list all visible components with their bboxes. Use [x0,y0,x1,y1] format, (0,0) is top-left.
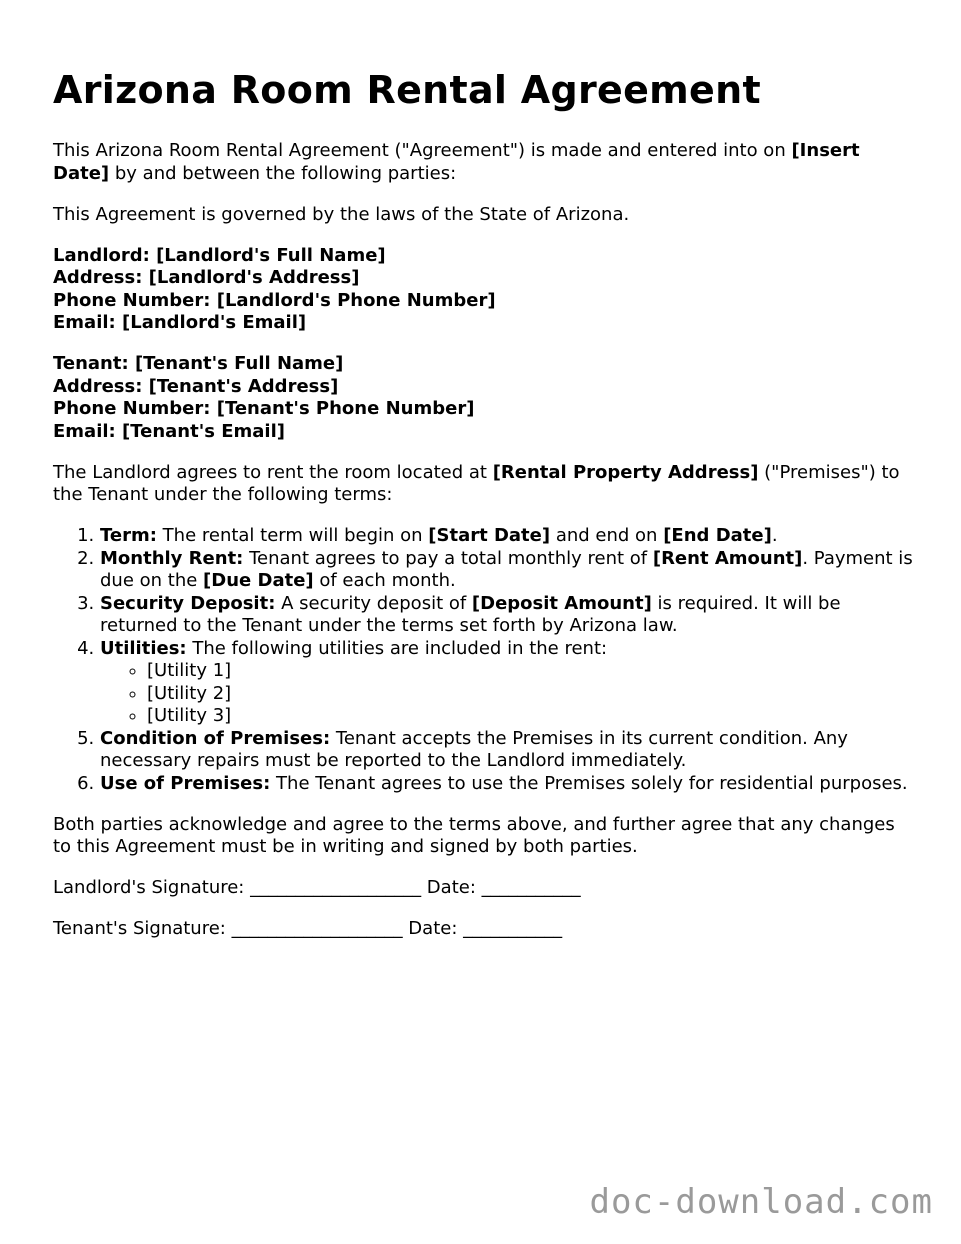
deposit-text-2: is required. It will be returned to the Tenant under the terms set forth by Arizona law. [100,592,841,636]
list-item [100,525,913,548]
rent-label: Monthly Rent: [100,547,244,569]
landlord-name: Landlord: [Landlord's Full Name] [53,244,386,266]
rent-text-3: of each month. [313,570,456,591]
landlord-block [53,245,913,335]
deposit-text: A security deposit of [275,592,472,614]
rent-text: Tenant agrees to pay a total monthly rent of [243,547,653,569]
page-title: Arizona Room Rental Agreement [53,68,761,112]
tenant-phone: Phone Number: [Tenant's Phone Number] [53,398,475,419]
use-label: Use of Premises: [100,772,271,794]
governed-paragraph: This Agreement is governed by the laws of the State of Arizona. [53,203,630,225]
intro-paragraph [53,140,913,185]
tenant-email: Email: [Tenant's Email] [53,420,285,442]
list-item [100,728,913,773]
landlord-address: Address: [Landlord's Address] [53,267,360,288]
condition-text: Tenant accepts the Premises in its current condition. Any necessary repairs must be reported to the Landlord immediately. [100,727,848,771]
document-page [53,66,913,959]
intro-date-placeholder: [Insert Date] [53,140,860,184]
tenant-name: Tenant: [Tenant's Full Name] [53,353,344,374]
list-item [100,638,913,728]
deposit-label: Security Deposit: [100,592,276,614]
utilities-text: The following utilities are included in the rent: [186,637,608,659]
start-date-placeholder: [Start Date] [428,525,551,546]
premises-paragraph [53,462,913,507]
rent-text-2: . Payment is due on the [100,547,913,591]
list-item [100,548,913,593]
tenant-signature-line: Tenant's Signature: ___________________ Date: ___________ [53,918,563,939]
terms-list [53,525,913,795]
rent-amount-placeholder: [Rent Amount] [652,547,803,569]
premises-text: The Landlord agrees to rent the room located at [53,461,493,483]
landlord-signature-line: Landlord's Signature: ___________________ Date: ___________ [53,877,581,898]
landlord-email: Email: [Landlord's Email] [53,312,307,333]
premises-address-placeholder: [Rental Property Address] [492,461,759,483]
tenant-block [53,353,913,443]
term-label: Term: [100,525,157,546]
intro-text: This Arizona Room Rental Agreement ("Agreement") is made and entered into on [53,140,792,161]
utility-item: ◦ [Utility 3] [147,705,913,728]
utilities-list [100,660,913,728]
intro-text-end: by and between the following parties: [109,162,457,184]
list-item [100,593,913,638]
utility-item: ◦ [Utility 1] [147,660,913,683]
term-text-2: and end on [550,525,664,546]
utility-item: ◦ [Utility 2] [147,683,913,706]
deposit-amount-placeholder: [Deposit Amount] [471,592,652,614]
end-date-placeholder: [End Date] [663,525,772,546]
due-date-placeholder: [Due Date] [203,570,314,591]
tenant-address: Address: [Tenant's Address] [53,375,339,397]
utilities-label: Utilities: [100,637,187,659]
list-item [100,773,913,796]
closing-paragraph: Both parties acknowledge and agree to the terms above, and further agree that any changes to this Agreement must be in writing and signed by both parties. [53,813,895,857]
landlord-phone: Phone Number: [Landlord's Phone Number] [53,289,496,311]
use-text: The Tenant agrees to use the Premises solely for residential purposes. [270,772,908,794]
term-text-3: . [771,525,778,546]
condition-label: Condition of Premises: [100,727,331,749]
term-text: The rental term will begin on [156,525,429,546]
watermark: doc-download.com [589,1182,933,1222]
premises-text-end: ("Premises") to the Tenant under the following terms: [53,461,900,505]
